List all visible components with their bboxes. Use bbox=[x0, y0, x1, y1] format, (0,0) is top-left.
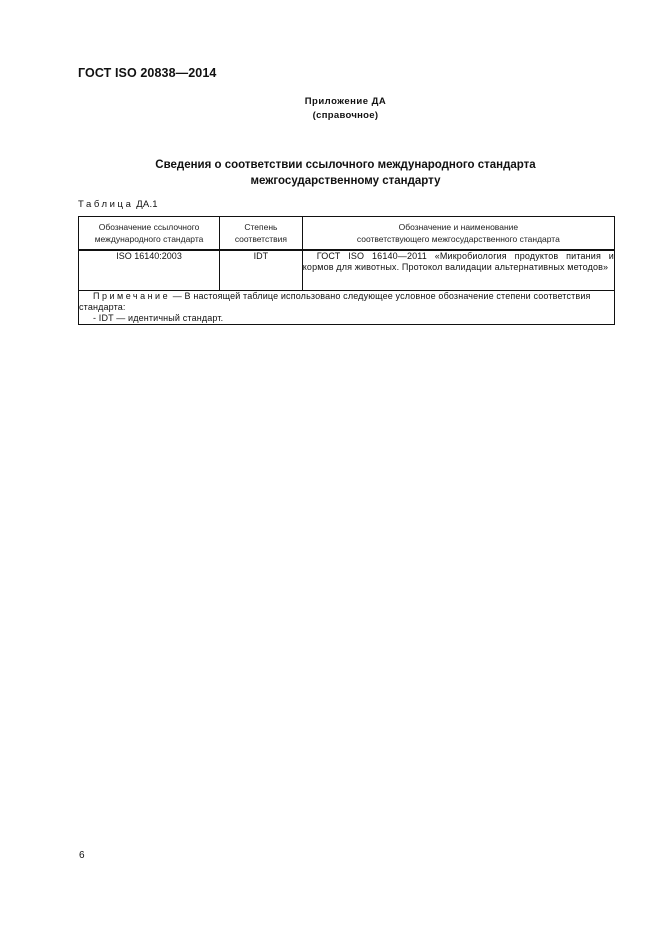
page-number: 6 bbox=[79, 850, 85, 861]
cell-reference-standard: ISO 16140:2003 bbox=[79, 250, 220, 290]
table-note bbox=[79, 290, 615, 324]
national-standard-text: ГОСТ ISO 16140—2011 «Микробиология продуктов питания и кормов для животных. Протокол валидации альтернативных методов» bbox=[302, 251, 614, 272]
header-reference-standard bbox=[79, 217, 220, 251]
annex-title: Приложение ДА bbox=[304, 96, 387, 107]
table-header-row bbox=[79, 217, 615, 251]
annex-heading bbox=[0, 95, 661, 123]
note-item: - IDT — идентичный стандарт. bbox=[93, 312, 224, 323]
header-national-standard bbox=[302, 217, 614, 251]
header-line: Степень bbox=[244, 222, 278, 232]
table-row bbox=[79, 250, 615, 290]
cell-degree: IDT bbox=[220, 250, 303, 290]
table-caption-word: Таблица bbox=[78, 199, 134, 210]
section-title-line2: межгосударственному стандарту bbox=[250, 175, 441, 187]
header-line: международного стандарта bbox=[94, 234, 204, 244]
header-degree bbox=[220, 217, 303, 251]
table-note-row bbox=[79, 290, 615, 324]
annex-subtitle: (справочное) bbox=[312, 110, 379, 121]
correspondence-table bbox=[78, 216, 615, 325]
document-code: ГОСТ ISO 20838—2014 bbox=[78, 66, 217, 80]
table-caption-number: ДА.1 bbox=[136, 199, 158, 210]
cell-national-standard bbox=[302, 250, 614, 290]
note-label: Примечание bbox=[93, 290, 171, 301]
header-line: Обозначение ссылочного bbox=[98, 222, 200, 232]
note-text: — В настоящей таблице использовано следующее условное обозначение степени соответствия стандарта: bbox=[79, 290, 591, 312]
table-caption bbox=[78, 199, 158, 210]
section-title bbox=[0, 157, 661, 189]
header-line: соответствующего межгосударственного стандарта bbox=[356, 234, 560, 244]
header-line: Обозначение и наименование bbox=[398, 222, 519, 232]
section-title-line1: Сведения о соответствии ссылочного международного стандарта bbox=[155, 159, 536, 171]
header-line: соответствия bbox=[234, 234, 287, 244]
